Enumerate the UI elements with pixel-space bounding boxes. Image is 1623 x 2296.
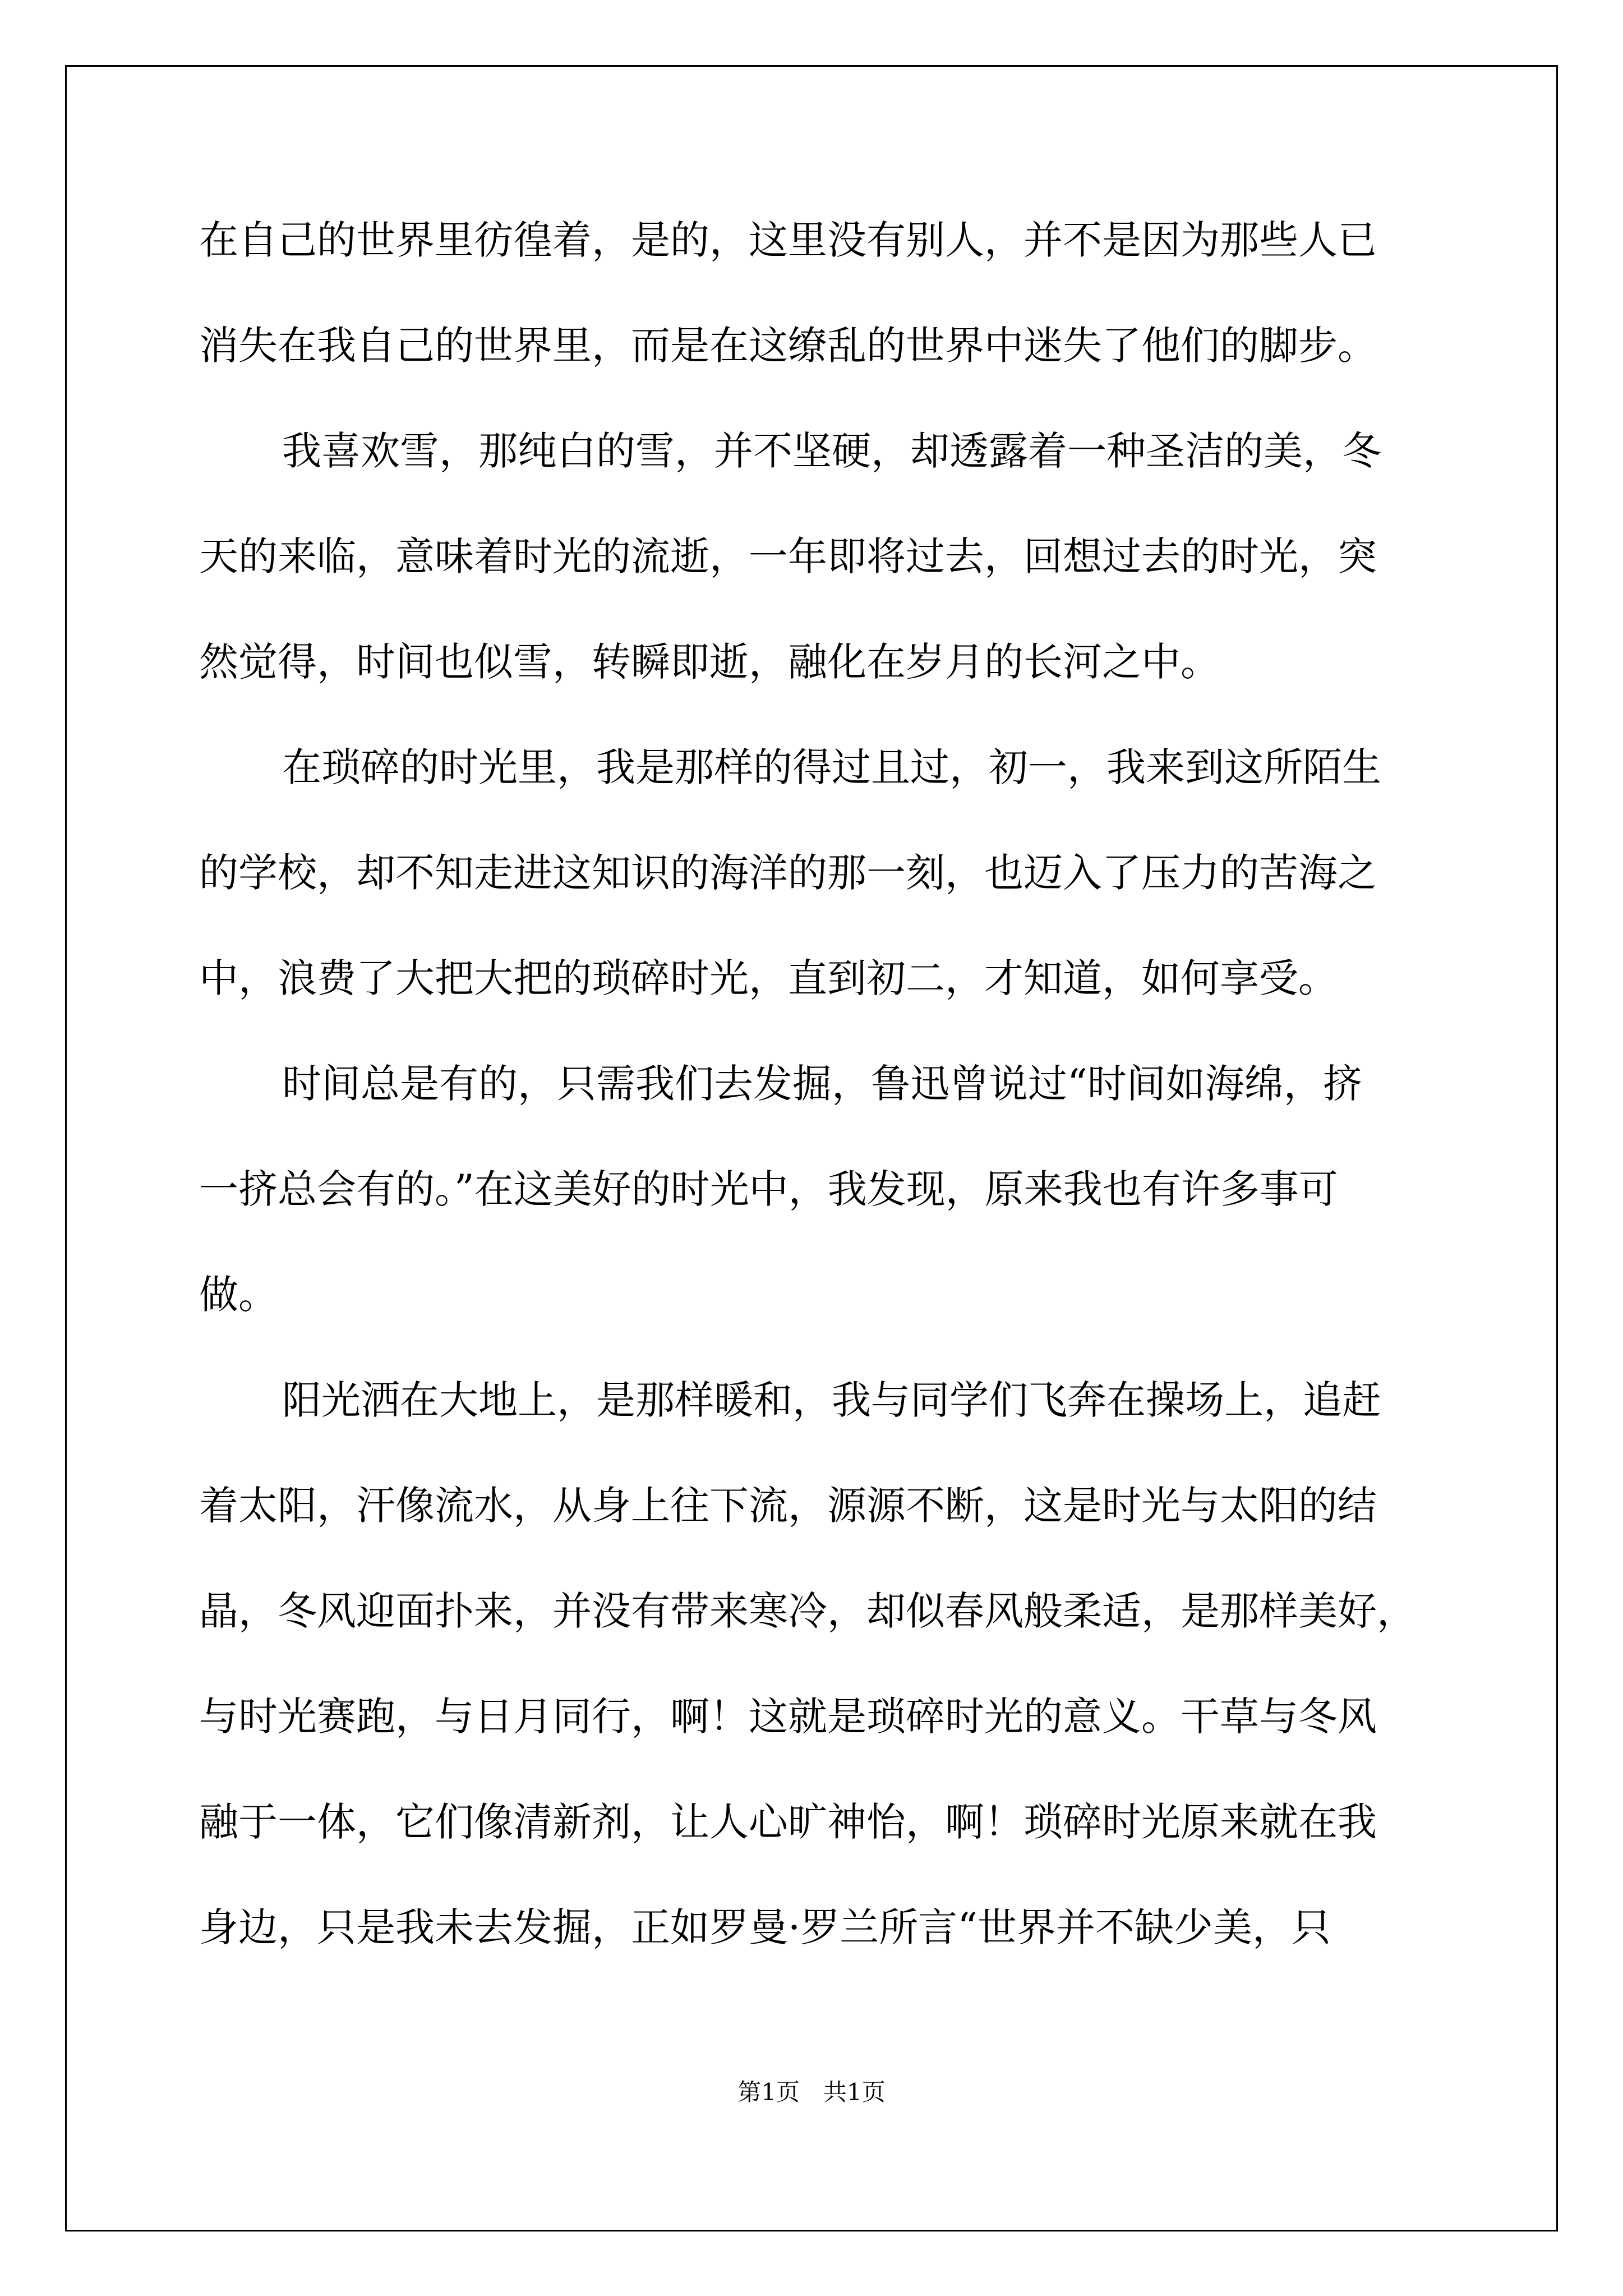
text-line: 与时光赛跑，与日月同行，啊！这就是琐碎时光的意义。干草与冬风 <box>199 1694 1377 1740</box>
text-line: 在琐碎的时光里，我是那样的得过且过，初一，我来到这所陌生 <box>282 744 1381 790</box>
text-line: 我喜欢雪，那纯白的雪，并不坚硬，却透露着一种圣洁的美，冬 <box>282 428 1381 474</box>
text-line: 的学校，却不知走进这知识的海洋的那一刻，也迈入了压力的苦海之 <box>199 850 1377 896</box>
text-line: 天的来临，意味着时光的流逝，一年即将过去，回想过去的时光，突 <box>199 533 1377 579</box>
text-line: 中，浪费了大把大把的琐碎时光，直到初二，才知道，如何享受。 <box>199 955 1338 1001</box>
text-line: 在自己的世界里彷徨着，是的，这里没有别人，并不是因为那些人已 <box>199 217 1377 263</box>
text-line: 晶，冬风迎面扑来，并没有带来寒冷，却似春风般柔适，是那样美好， <box>199 1588 1416 1634</box>
text-line: 消失在我自己的世界里，而是在这缭乱的世界中迷失了他们的脚步。 <box>199 323 1377 369</box>
text-line: 然觉得，时间也似雪，转瞬即逝，融化在岁月的长河之中。 <box>199 639 1220 685</box>
text-line: 阳光洒在大地上，是那样暖和，我与同学们飞奔在操场上，追赶 <box>282 1377 1381 1423</box>
text-line: 身边，只是我未去发掘，正如罗曼·罗兰所言“世界并不缺少美，只 <box>199 1904 1331 1950</box>
text-line: 着太阳，汗像流水，从身上往下流，源源不断，这是时光与太阳的结 <box>199 1483 1377 1529</box>
text-line: 融于一体，它们像清新剂，让人心旷神怡，啊！琐碎时光原来就在我 <box>199 1799 1377 1845</box>
text-line: 做。 <box>199 1272 278 1318</box>
page-footer: 第1页 共1页 <box>737 2078 886 2106</box>
text-line: 一挤总会有的。”在这美好的时光中，我发现，原来我也有许多事可 <box>199 1166 1338 1212</box>
text-line: 时间总是有的，只需我们去发掘，鲁迅曾说过“时间如海绵，挤 <box>282 1061 1362 1107</box>
